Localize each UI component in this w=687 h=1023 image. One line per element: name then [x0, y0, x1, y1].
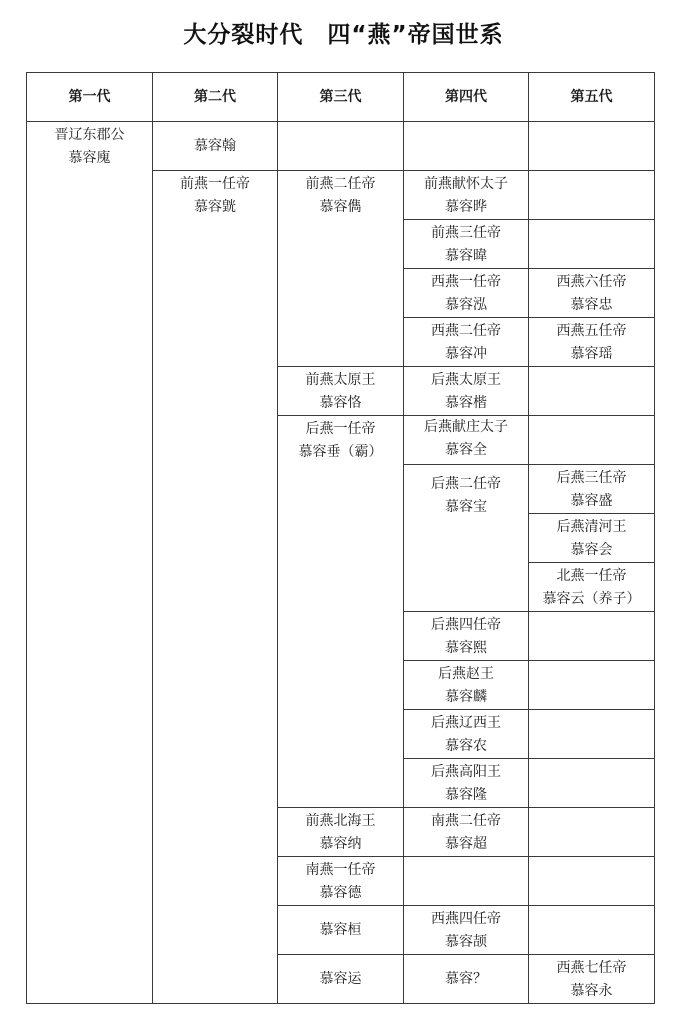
person-name: 慕容隆 — [445, 787, 487, 803]
cell-g3-murong-jun — [278, 171, 404, 367]
cell-content — [404, 710, 528, 758]
person-name: 慕容全 — [445, 442, 487, 458]
cell-content — [404, 465, 528, 519]
cell-g4-murong-nong — [404, 710, 529, 759]
cell-content — [404, 171, 528, 219]
cell-content — [404, 906, 528, 954]
cell-g4-murong-jie — [404, 906, 529, 955]
person-name: 慕容熙 — [445, 640, 487, 656]
cell-content — [404, 269, 528, 317]
cell-empty — [529, 857, 655, 906]
person-title: 前燕太原王 — [305, 372, 376, 388]
cell-g1-murong-yun — [278, 955, 404, 1004]
person-title: 西燕七任帝 — [556, 960, 627, 976]
person-name: 慕容云（养子） — [542, 591, 641, 607]
person-title: 西燕六任帝 — [556, 274, 627, 290]
cell-g4-murong-kai — [404, 367, 529, 416]
person-title: 后燕高阳王 — [431, 764, 501, 780]
person-name: 慕容颉 — [445, 934, 487, 950]
table-row — [27, 122, 655, 171]
person-title: 后燕献庄太子 — [424, 419, 508, 435]
cell-g2-murong-unknown — [404, 955, 529, 1004]
cell-g4-murong-long — [404, 759, 529, 808]
person-name: 慕容运 — [319, 970, 362, 987]
cell-g4-murong-wei — [404, 220, 529, 269]
cell-g4-murong-bao — [404, 465, 529, 612]
cell-empty — [529, 906, 655, 955]
person-name: 慕容冲 — [445, 346, 487, 362]
person-title: 后燕三任帝 — [556, 470, 627, 486]
cell-empty — [529, 367, 655, 416]
person-title: 后燕太原王 — [431, 372, 501, 388]
person-title: 前燕二任帝 — [305, 176, 376, 192]
cell-g5-murong-sheng — [529, 465, 655, 514]
cell-g4-murong-lin — [404, 661, 529, 710]
person-name: 慕容晔 — [445, 199, 487, 215]
cell-content — [404, 968, 528, 991]
cell-empty — [529, 759, 655, 808]
cell-content — [529, 465, 654, 513]
cell-empty — [529, 808, 655, 857]
cell-content — [278, 808, 403, 856]
person-title: 西燕五任帝 — [556, 323, 627, 339]
cell-g5-murong-yao — [529, 318, 655, 367]
person-name: 慕容廆 — [68, 150, 111, 166]
cell-content — [27, 122, 152, 170]
cell-content — [278, 968, 403, 991]
person-title: 后燕二任帝 — [431, 476, 501, 492]
person-name: 慕容永 — [570, 983, 613, 999]
person-name: 慕容盛 — [570, 493, 613, 509]
person-name: 慕容德 — [319, 885, 362, 901]
person-name: 慕容麟 — [445, 689, 487, 705]
cell-content — [404, 808, 528, 856]
person-name: 慕容楷 — [445, 395, 487, 411]
person-name: 慕容垂（霸） — [298, 444, 383, 460]
cell-g3-murong-na — [278, 808, 404, 857]
cell-content — [278, 367, 403, 415]
cell-content — [153, 135, 277, 158]
person-title: 南燕一任帝 — [305, 862, 376, 878]
person-name: 慕容超 — [445, 836, 487, 852]
cell-g5-murong-yun — [529, 563, 655, 612]
cell-empty — [529, 661, 655, 710]
cell-content — [278, 171, 403, 219]
cell-g4-murong-ye — [404, 171, 529, 220]
header-gen-5: 第五代 — [529, 73, 655, 122]
person-name: 慕容宝 — [445, 499, 487, 515]
header-gen-1: 第一代 — [27, 73, 153, 122]
cell-empty — [529, 171, 655, 220]
cell-content — [153, 171, 277, 219]
cell-content — [404, 661, 528, 709]
title-part-lineage: 四“燕”帝国世系 — [327, 22, 504, 48]
cell-empty — [529, 122, 655, 171]
person-title: 后燕一任帝 — [305, 421, 376, 437]
person-title: 后燕四任帝 — [431, 617, 501, 633]
cell-g4-murong-chao — [404, 808, 529, 857]
cell-content — [529, 318, 654, 366]
cell-g3-murong-de — [278, 857, 404, 906]
cell-content — [278, 857, 403, 905]
cell-g4-murong-xi — [404, 612, 529, 661]
person-name: 慕容？ — [445, 970, 487, 987]
person-title: 前燕北海王 — [305, 813, 376, 829]
person-title: 后燕辽西王 — [431, 715, 501, 731]
person-name: 慕容忠 — [570, 297, 613, 313]
cell-g1-murong-hui — [27, 122, 153, 1004]
cell-g5-murong-zhong — [529, 269, 655, 318]
person-name: 慕容皝 — [194, 199, 236, 215]
header-gen-3: 第三代 — [278, 73, 404, 122]
cell-content — [278, 416, 403, 464]
cell-empty — [404, 857, 529, 906]
cell-empty — [529, 416, 655, 465]
title-part-era: 大分裂时代 — [183, 22, 304, 48]
person-name: 慕容翰 — [194, 137, 236, 154]
person-title: 后燕赵王 — [438, 666, 494, 682]
cell-content — [529, 563, 654, 611]
cell-content — [404, 416, 528, 462]
cell-empty — [529, 220, 655, 269]
cell-g2-murong-huang — [153, 171, 278, 1004]
header-gen-2: 第二代 — [153, 73, 278, 122]
person-title: 晋辽东郡公 — [54, 127, 125, 143]
cell-g3-murong-ke — [278, 367, 404, 416]
cell-content — [404, 367, 528, 415]
cell-g5-murong-hui-qinghe — [529, 514, 655, 563]
cell-content — [404, 759, 528, 807]
person-title: 西燕四任帝 — [431, 911, 501, 927]
person-title: 北燕一任帝 — [556, 568, 627, 584]
cell-empty — [404, 122, 529, 171]
cell-g3-murong-yong — [529, 955, 655, 1004]
cell-content — [404, 318, 528, 366]
cell-content — [278, 919, 403, 942]
cell-g3-murong-chui — [278, 416, 404, 808]
page-title — [0, 16, 687, 49]
person-title: 前燕三任帝 — [431, 225, 501, 241]
cell-empty — [278, 122, 404, 171]
person-title: 南燕二任帝 — [431, 813, 501, 829]
cell-g4-murong-hong — [404, 269, 529, 318]
person-name: 慕容暐 — [445, 248, 487, 264]
cell-g3-murong-huan — [278, 906, 404, 955]
person-name: 慕容农 — [445, 738, 487, 754]
person-name: 慕容会 — [570, 542, 613, 558]
person-title: 后燕清河王 — [556, 519, 627, 535]
cell-content — [529, 514, 654, 562]
cell-content — [529, 269, 654, 317]
cell-g4-murong-quan — [404, 416, 529, 465]
person-name: 慕容泓 — [445, 297, 487, 313]
person-title: 西燕一任帝 — [431, 274, 501, 290]
header-gen-4: 第四代 — [404, 73, 529, 122]
person-name: 慕容纳 — [319, 836, 362, 852]
cell-content — [404, 220, 528, 268]
cell-empty — [529, 612, 655, 661]
person-title: 西燕二任帝 — [431, 323, 501, 339]
cell-empty — [529, 710, 655, 759]
person-title: 前燕献怀太子 — [424, 176, 508, 192]
header-row — [27, 73, 655, 122]
cell-content — [529, 955, 654, 1003]
person-name: 慕容儁 — [319, 199, 362, 215]
person-title: 前燕一任帝 — [180, 176, 250, 192]
person-name: 慕容桓 — [319, 921, 362, 938]
person-name: 慕容恪 — [319, 395, 362, 411]
cell-content — [404, 612, 528, 660]
lineage-table — [26, 72, 655, 1004]
cell-g2-murong-han — [153, 122, 278, 171]
person-name: 慕容瑶 — [570, 346, 613, 362]
cell-g4-murong-chong — [404, 318, 529, 367]
